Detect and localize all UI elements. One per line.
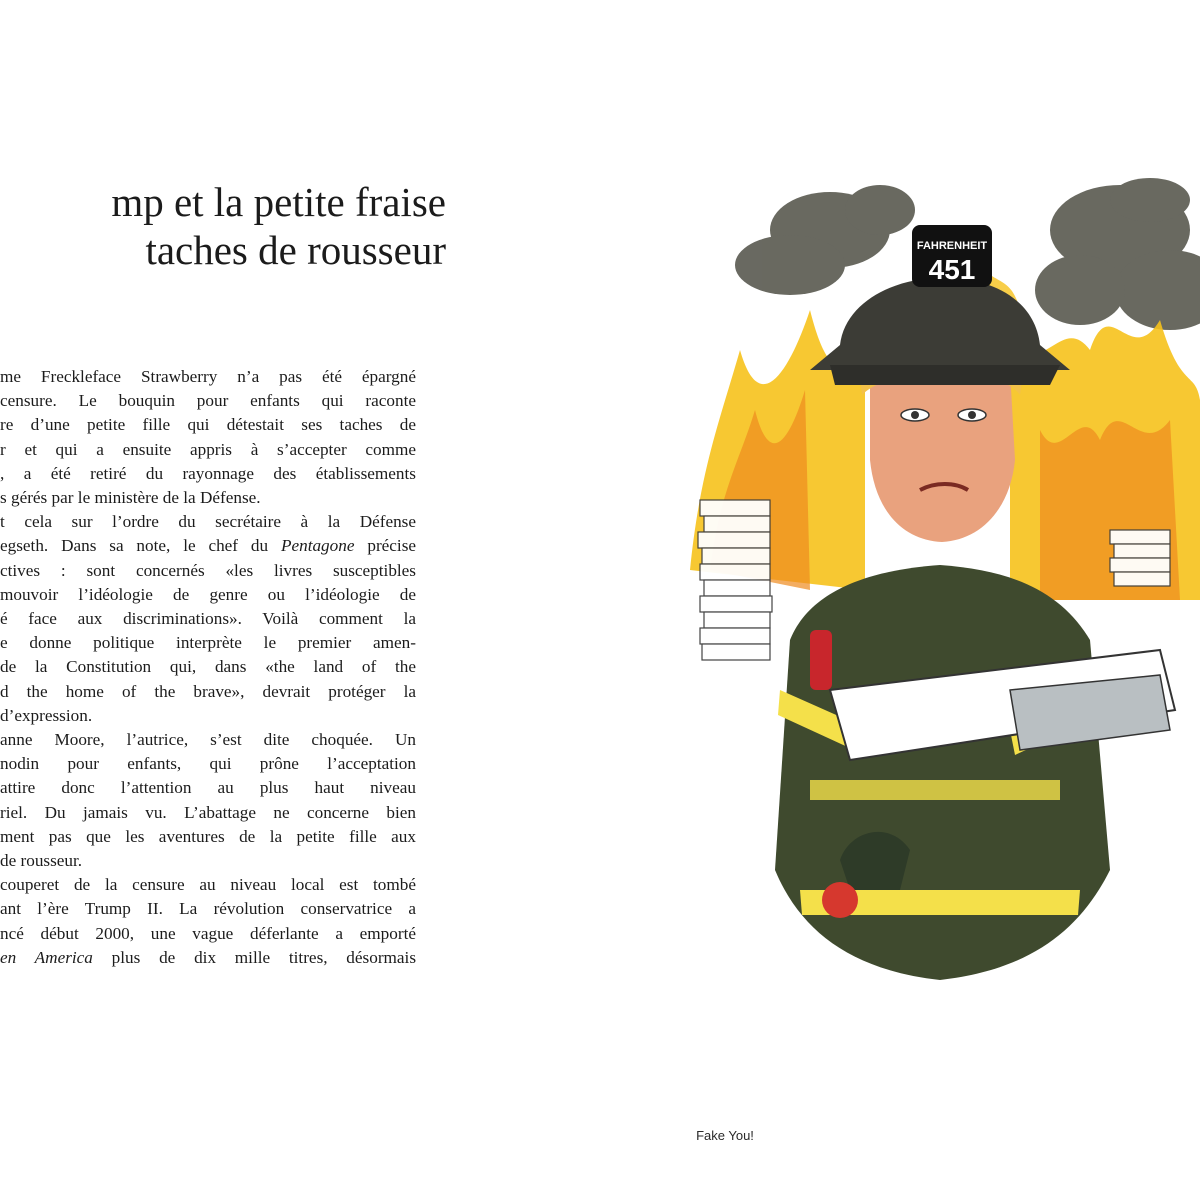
helmet-number: 451 [928, 254, 976, 285]
body-line-text: egseth. Dans sa note, le chef du [0, 536, 269, 556]
body-line: attire donc l’attention au plus haut niveau [0, 778, 416, 798]
body-line: censure. Le bouquin pour enfants qui raconte [0, 391, 416, 411]
helmet-label: FAHRENHEIT [916, 240, 988, 252]
italic-america: en America [0, 947, 93, 967]
body-line: ment pas que les aventures de la petite fille aux [0, 826, 416, 846]
body-line-text: plus de dix mille titres, désormais [111, 947, 416, 967]
body-line: é face aux discriminations». Voilà comment la [0, 609, 416, 629]
body-line: , a été retiré du rayonnage des établissements [0, 463, 416, 483]
body-line: d’expression. [0, 705, 93, 725]
body-line: e donne politique interprète le premier amen- [0, 633, 416, 653]
page-footer: Fake You! [696, 1128, 754, 1143]
body-line-text: précise [354, 536, 416, 556]
body-line: r et qui a ensuite appris à s’accepter comme [0, 439, 416, 459]
body-line: t cela sur l’ordre du secrétaire à la Défense [0, 512, 416, 532]
right-page [600, 0, 1200, 1200]
firefighter-illustration [680, 170, 1200, 1040]
body-line: anne Moore, l’autrice, s’est dite choquée. Un [0, 730, 416, 750]
title-line-1: mp et la petite fraise [111, 179, 446, 225]
body-line: de la Constitution qui, dans «the land of the [0, 657, 416, 677]
body-line: de rousseur. [0, 851, 83, 871]
body-line: riel. Du jamais vu. L’abattage ne concerne bien [0, 802, 416, 822]
article-title [0, 178, 446, 274]
body-line-america [0, 946, 416, 970]
body-line: d the home of the brave», devrait protéger la [0, 681, 416, 701]
body-line-pentagone [0, 534, 416, 558]
body-line: ctives : sont concernés «les livres susceptibles [0, 560, 416, 580]
body-line: couperet de la censure au niveau local est tombé [0, 875, 416, 895]
title-line-2: taches de rousseur [145, 227, 446, 273]
body-line: re d’une petite fille qui détestait ses taches de [0, 415, 416, 435]
article-body [0, 365, 416, 970]
body-line: mouvoir l’idéologie de genre ou l’idéologie de [0, 584, 416, 604]
body-line: s gérés par le ministère de la Défense. [0, 488, 261, 508]
body-line: ant l’ère Trump II. La révolution conservatrice a [0, 899, 416, 919]
body-line: me Freckleface Strawberry n’a pas été épargné [0, 367, 416, 386]
italic-pentagone: Pentagone [280, 536, 355, 556]
body-line-space [93, 948, 112, 967]
body-line: ncé début 2000, une vague déferlante a emporté [0, 923, 416, 943]
body-line: nodin pour enfants, qui prône l’acceptation [0, 754, 416, 774]
